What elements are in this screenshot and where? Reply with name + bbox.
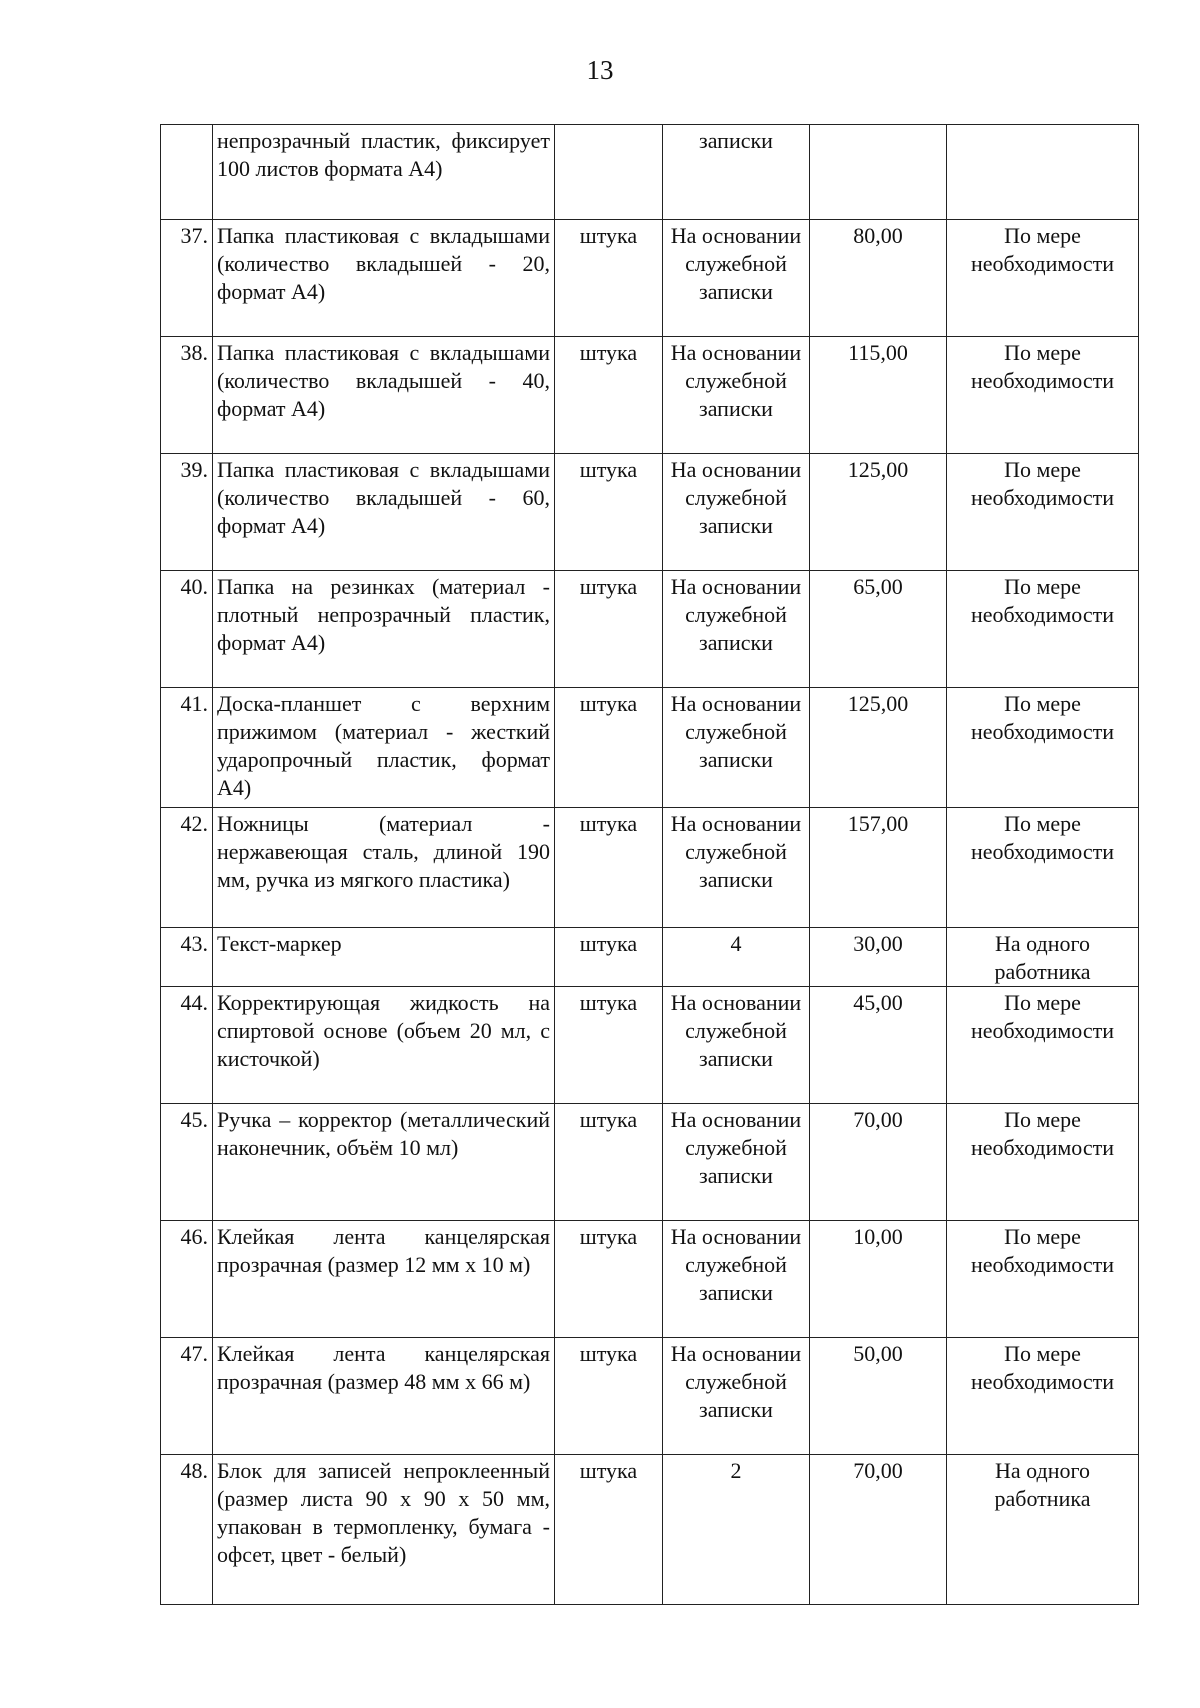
row-number: 37. (161, 220, 213, 337)
item-unit: штука (555, 571, 663, 688)
row-number: 40. (161, 571, 213, 688)
item-price (810, 125, 947, 220)
item-period: По мере необходимости (947, 220, 1139, 337)
item-period: По мере необходимости (947, 337, 1139, 454)
page-number: 13 (586, 55, 614, 85)
table-row (161, 1338, 1139, 1455)
item-quantity: На основании служебной записки (663, 987, 810, 1104)
item-unit: штука (555, 928, 663, 987)
item-unit: штука (555, 987, 663, 1104)
item-price: 45,00 (810, 987, 947, 1104)
item-period: По мере необходимости (947, 1338, 1139, 1455)
item-name: Клейкая лента канцелярская прозрачная (размер 48 мм х 66 м) (213, 1338, 555, 1455)
item-period: По мере необходимости (947, 571, 1139, 688)
table-row (161, 1104, 1139, 1221)
item-price: 125,00 (810, 688, 947, 808)
row-number: 38. (161, 337, 213, 454)
item-price: 70,00 (810, 1455, 947, 1605)
table-row (161, 1221, 1139, 1338)
item-name: Папка пластиковая с вкладышами (количество вкладышей - 20, формат А4) (213, 220, 555, 337)
item-quantity: На основании служебной записки (663, 1338, 810, 1455)
row-number: 43. (161, 928, 213, 987)
item-period: По мере необходимости (947, 1221, 1139, 1338)
item-quantity: 2 (663, 1455, 810, 1605)
item-price: 10,00 (810, 1221, 947, 1338)
item-quantity: На основании служебной записки (663, 808, 810, 928)
row-number: 47. (161, 1338, 213, 1455)
table-row (161, 987, 1139, 1104)
item-quantity: На основании служебной записки (663, 1104, 810, 1221)
item-name: Ножницы (материал - нержавеющая сталь, длиной 190 мм, ручка из мягкого пластика) (213, 808, 555, 928)
item-quantity: На основании служебной записки (663, 220, 810, 337)
table-row (161, 1455, 1139, 1605)
row-number: 41. (161, 688, 213, 808)
row-number: 42. (161, 808, 213, 928)
item-price: 50,00 (810, 1338, 947, 1455)
item-name: Папка пластиковая с вкладышами (количество вкладышей - 40, формат А4) (213, 337, 555, 454)
item-name: Текст-маркер (213, 928, 555, 987)
item-quantity: На основании служебной записки (663, 454, 810, 571)
item-name: Клейкая лента канцелярская прозрачная (размер 12 мм х 10 м) (213, 1221, 555, 1338)
item-period: По мере необходимости (947, 987, 1139, 1104)
item-unit: штука (555, 454, 663, 571)
item-quantity: На основании служебной записки (663, 571, 810, 688)
item-price: 115,00 (810, 337, 947, 454)
table-row (161, 808, 1139, 928)
table-row (161, 928, 1139, 987)
item-quantity: 4 (663, 928, 810, 987)
row-number: 48. (161, 1455, 213, 1605)
item-price: 30,00 (810, 928, 947, 987)
item-name: Папка пластиковая с вкладышами (количество вкладышей - 60, формат А4) (213, 454, 555, 571)
item-unit: штука (555, 808, 663, 928)
item-name: Доска-планшет с верхним прижимом (материал - жесткий ударопрочный пластик, формат А4) (213, 688, 555, 808)
item-unit: штука (555, 688, 663, 808)
item-name: Корректирующая жидкость на спиртовой основе (объем 20 мл, с кисточкой) (213, 987, 555, 1104)
item-price: 70,00 (810, 1104, 947, 1221)
item-unit: штука (555, 337, 663, 454)
item-name: Блок для записей непроклеенный (размер листа 90 х 90 х 50 мм, упакован в термопленку, бумага - офсет, цвет - белый) (213, 1455, 555, 1605)
item-unit: штука (555, 1455, 663, 1605)
table-row (161, 454, 1139, 571)
item-price: 157,00 (810, 808, 947, 928)
item-period: По мере необходимости (947, 454, 1139, 571)
item-quantity: записки (663, 125, 810, 220)
item-quantity: На основании служебной записки (663, 688, 810, 808)
item-price: 80,00 (810, 220, 947, 337)
row-number (161, 125, 213, 220)
table-row (161, 571, 1139, 688)
item-name: Папка на резинках (материал - плотный непрозрачный пластик, формат А4) (213, 571, 555, 688)
item-unit: штука (555, 220, 663, 337)
item-unit: штука (555, 1338, 663, 1455)
row-number: 39. (161, 454, 213, 571)
item-name: Ручка – корректор (металлический наконечник, объём 10 мл) (213, 1104, 555, 1221)
item-price: 125,00 (810, 454, 947, 571)
item-unit (555, 125, 663, 220)
table-row (161, 337, 1139, 454)
item-unit: штука (555, 1221, 663, 1338)
item-period: На одного работника (947, 928, 1139, 987)
item-quantity: На основании служебной записки (663, 1221, 810, 1338)
item-period: На одного работника (947, 1455, 1139, 1605)
row-number: 46. (161, 1221, 213, 1338)
item-price: 65,00 (810, 571, 947, 688)
item-period (947, 125, 1139, 220)
row-number: 44. (161, 987, 213, 1104)
table-row (161, 220, 1139, 337)
table-row (161, 125, 1139, 220)
item-period: По мере необходимости (947, 1104, 1139, 1221)
item-quantity: На основании служебной записки (663, 337, 810, 454)
item-name: непрозрачный пластик, фиксирует 100 листов формата А4) (213, 125, 555, 220)
item-unit: штука (555, 1104, 663, 1221)
supplies-table (160, 124, 1139, 1605)
item-period: По мере необходимости (947, 808, 1139, 928)
table-row (161, 688, 1139, 808)
item-period: По мере необходимости (947, 688, 1139, 808)
row-number: 45. (161, 1104, 213, 1221)
